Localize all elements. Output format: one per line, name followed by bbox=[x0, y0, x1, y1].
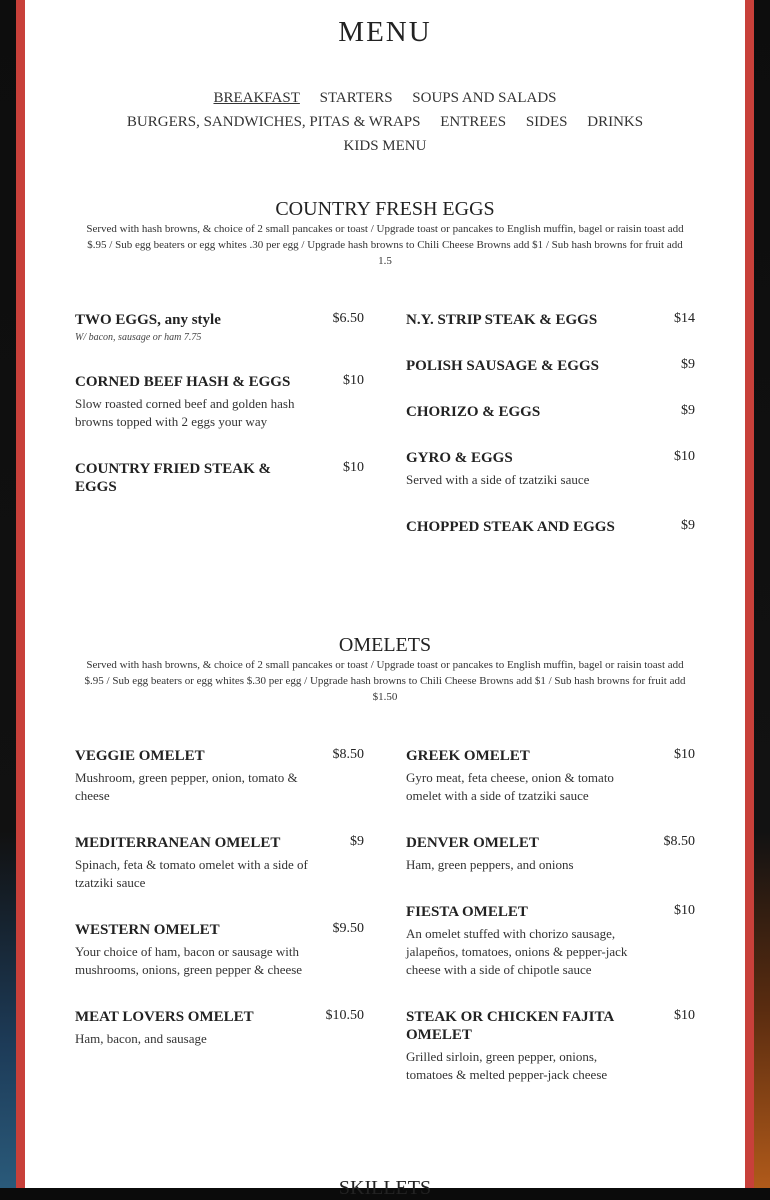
item-name: MEDITERRANEAN OMELET bbox=[75, 835, 281, 851]
menu-item bbox=[406, 311, 695, 333]
background-right bbox=[754, 0, 770, 1188]
item-name: CHORIZO & EGGS bbox=[406, 404, 541, 420]
item-name: GYRO & EGGS bbox=[406, 450, 513, 466]
nav-sides[interactable]: SIDES bbox=[525, 114, 568, 130]
menu-item bbox=[75, 1008, 364, 1050]
item-price: $10 bbox=[674, 903, 695, 918]
nav-kids-menu[interactable]: KIDS MENU bbox=[343, 138, 427, 154]
item-name: VEGGIE OMELET bbox=[75, 748, 205, 764]
item-description: Gyro meat, feta cheese, onion & tomato omelet with a side of tzatziki sauce bbox=[406, 770, 614, 803]
item-price: $6.50 bbox=[332, 311, 364, 326]
item-price: $10.50 bbox=[325, 1008, 364, 1023]
item-price: $8.50 bbox=[332, 747, 364, 762]
item-price: $10 bbox=[674, 747, 695, 762]
item-description: Slow roasted corned beef and golden hash browns topped with 2 eggs your way bbox=[75, 396, 295, 429]
nav-drinks[interactable]: DRINKS bbox=[587, 114, 644, 130]
item-price: $9 bbox=[350, 834, 364, 849]
menu-item bbox=[406, 903, 695, 981]
menu-item bbox=[75, 373, 364, 433]
item-description: Mushroom, green pepper, onion, tomato & cheese bbox=[75, 770, 298, 803]
item-description: Your choice of ham, bacon or sausage with mushrooms, onions, green pepper & cheese bbox=[75, 944, 303, 977]
item-name: CHOPPED STEAK AND EGGS bbox=[406, 519, 615, 535]
menu-item bbox=[75, 747, 364, 807]
item-description: Grilled sirloin, green pepper, onions, tomatoes & melted pepper-jack cheese bbox=[406, 1049, 608, 1082]
section-title-omelets: OMELETS bbox=[338, 634, 432, 656]
section-note-omelets: Served with hash browns, & choice of 2 small pancakes or toast / Upgrade toast or pancakes to English muffin, bagel or raisin toast add $.95 / Sub egg beaters or egg whites $.30 per egg / Upgrade hash browns to Chili Cheese Browns add $1 / Sub hash browns for fruit add $1.50 bbox=[84, 659, 686, 703]
menu-item bbox=[406, 357, 695, 379]
item-subnote: W/ bacon, sausage or ham 7.75 bbox=[75, 332, 202, 343]
menu-item bbox=[406, 834, 695, 876]
section-title-eggs: COUNTRY FRESH EGGS bbox=[275, 198, 495, 220]
item-description: Spinach, feta & tomato omelet with a side of tzatziki sauce bbox=[75, 857, 308, 890]
category-nav bbox=[25, 86, 745, 158]
menu-item bbox=[406, 403, 695, 425]
item-price: $14 bbox=[674, 311, 695, 326]
section-note-eggs: Served with hash browns, & choice of 2 small pancakes or toast / Upgrade toast or pancakes to English muffin, bagel or raisin toast add $.95 / Sub egg beaters or egg whites .30 per egg / Upgrade hash browns to Chili Cheese Browns add $1 / Sub hash browns for fruit add 1.5 bbox=[86, 223, 684, 267]
item-name: CORNED BEEF HASH & EGGS bbox=[75, 374, 291, 390]
menu-item bbox=[75, 921, 364, 981]
item-price: $9.50 bbox=[332, 921, 364, 936]
item-description: Ham, green peppers, and onions bbox=[406, 857, 574, 872]
item-price: $9 bbox=[681, 518, 695, 533]
menu-item bbox=[75, 460, 364, 500]
item-name: DENVER OMELET bbox=[406, 835, 539, 851]
item-name: TWO EGGS, any style bbox=[75, 312, 221, 328]
item-name: STEAK OR CHICKEN FAJITA OMELET bbox=[406, 1009, 614, 1043]
item-name: N.Y. STRIP STEAK & EGGS bbox=[406, 312, 598, 328]
nav-entrees[interactable]: ENTREES bbox=[440, 114, 507, 130]
menu-page bbox=[25, 0, 745, 1199]
item-name: COUNTRY FRIED STEAK & EGGS bbox=[75, 461, 272, 495]
item-price: $9 bbox=[681, 357, 695, 372]
nav-burgers-sandwiches[interactable]: BURGERS, SANDWICHES, PITAS & WRAPS bbox=[126, 114, 421, 130]
item-price: $8.50 bbox=[663, 834, 695, 849]
item-description: Ham, bacon, and sausage bbox=[75, 1031, 207, 1046]
item-name: POLISH SAUSAGE & EGGS bbox=[406, 358, 599, 374]
menu-item bbox=[75, 834, 364, 894]
item-price: $9 bbox=[681, 403, 695, 418]
item-description: An omelet stuffed with chorizo sausage, jalapeños, tomatoes, onions & pepper-jack cheese with a side of chipotle sauce bbox=[406, 926, 628, 977]
item-price: $10 bbox=[343, 460, 364, 475]
item-price: $10 bbox=[343, 373, 364, 388]
menu-item bbox=[406, 747, 695, 807]
item-name: FIESTA OMELET bbox=[406, 904, 528, 920]
item-price: $10 bbox=[674, 449, 695, 464]
nav-soups-and-salads[interactable]: SOUPS AND SALADS bbox=[412, 90, 557, 106]
section-title-skillets: SKILLETS bbox=[338, 1177, 432, 1199]
menu-item bbox=[406, 518, 695, 540]
nav-starters[interactable]: STARTERS bbox=[319, 90, 393, 106]
nav-breakfast[interactable]: BREAKFAST bbox=[213, 90, 300, 106]
background-left bbox=[0, 0, 16, 1188]
item-name: GREEK OMELET bbox=[406, 748, 530, 764]
menu-item bbox=[406, 449, 695, 491]
item-name: WESTERN OMELET bbox=[75, 922, 220, 938]
page-title: MENU bbox=[338, 16, 432, 48]
item-description: Served with a side of tzatziki sauce bbox=[406, 472, 590, 487]
item-name: MEAT LOVERS OMELET bbox=[75, 1009, 254, 1025]
menu-item bbox=[75, 311, 364, 351]
item-price: $10 bbox=[674, 1008, 695, 1023]
menu-item bbox=[406, 1008, 695, 1086]
